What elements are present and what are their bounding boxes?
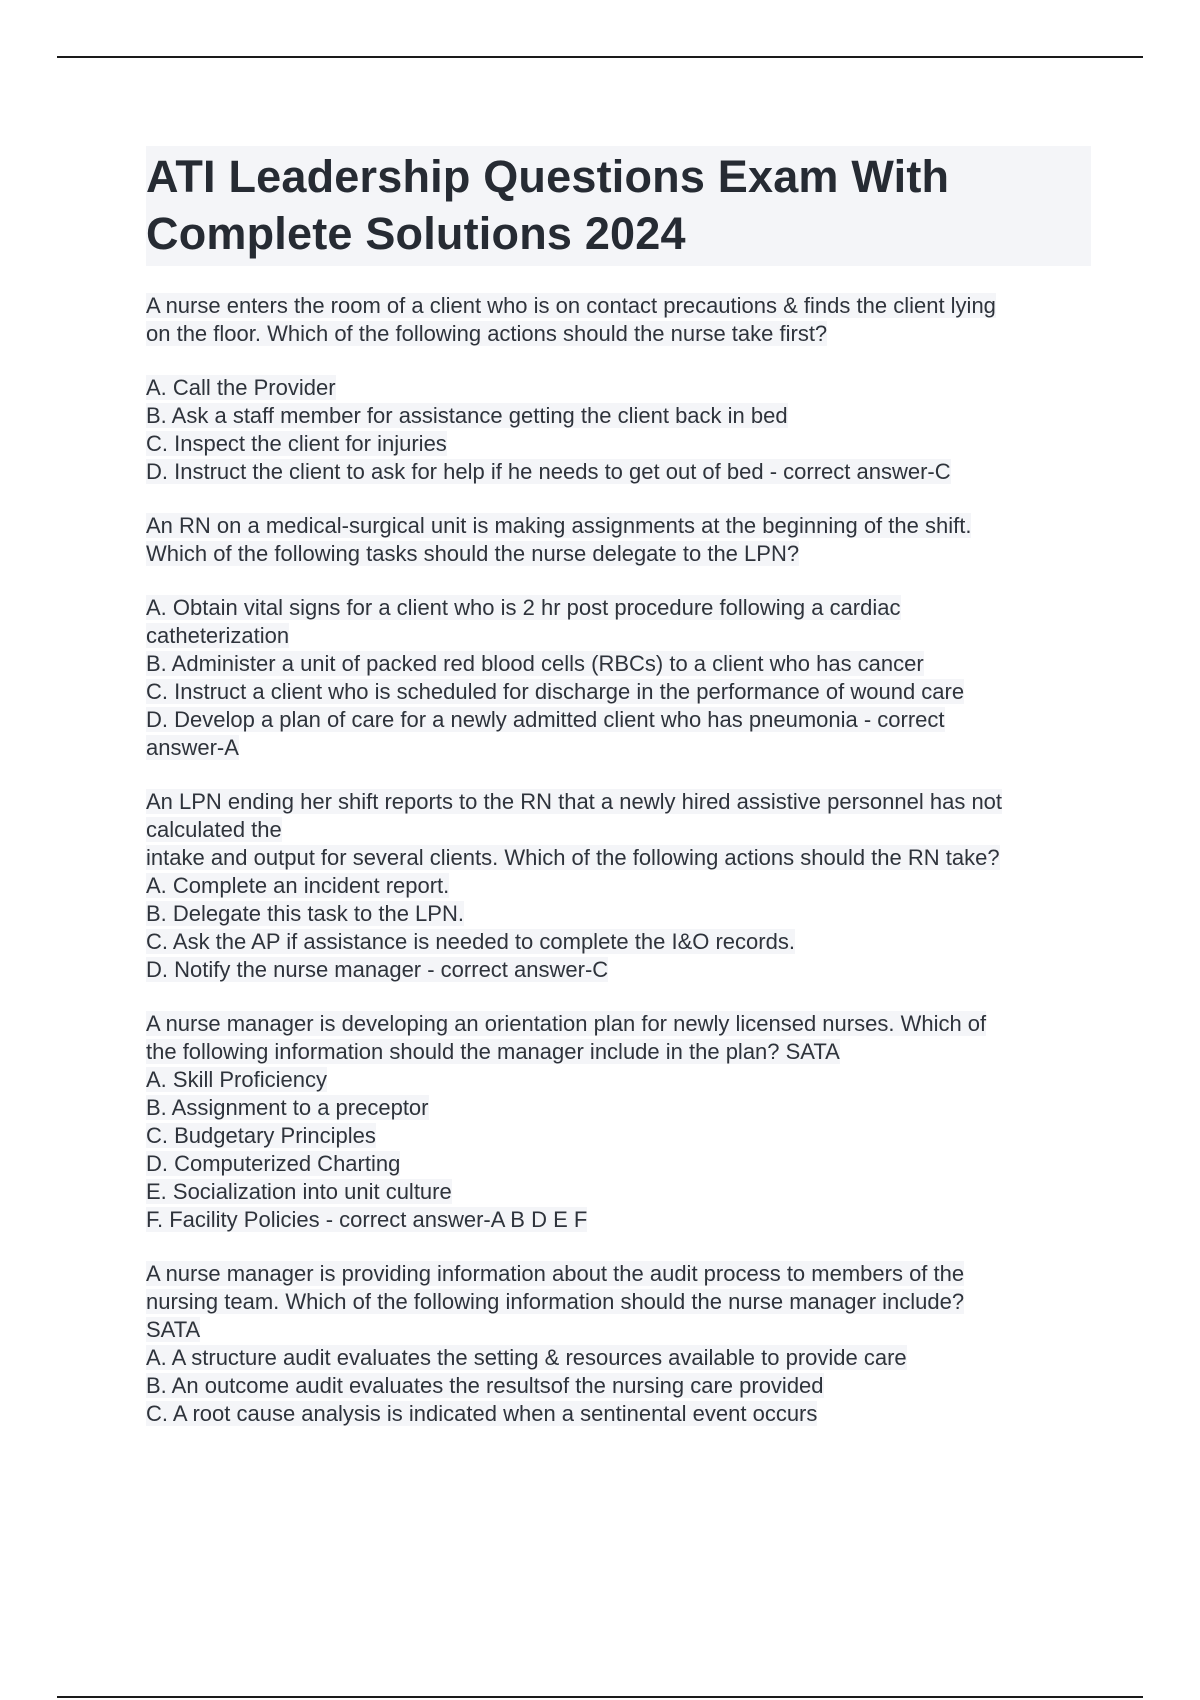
answer-option: D. Develop a plan of care for a newly admitted client who has pneumonia - correct — [146, 707, 945, 732]
answer-option: B. Ask a staff member for assistance getting the client back in bed — [146, 403, 788, 428]
answer-option: B. Assignment to a preceptor — [146, 1095, 429, 1120]
answer-option: A. A structure audit evaluates the setting & resources available to provide care — [146, 1345, 907, 1370]
answer-option: C. Inspect the client for injuries — [146, 431, 447, 456]
question-stem-line: An LPN ending her shift reports to the RN that a newly hired assistive personnel has not — [146, 789, 1003, 814]
question-2 — [146, 512, 1091, 762]
question-stem-line: A nurse enters the room of a client who is on contact precautions & finds the client lying — [146, 293, 996, 318]
question-stem-line: A nurse manager is developing an orientation plan for newly licensed nurses. Which of — [146, 1011, 987, 1036]
answer-option: C. A root cause analysis is indicated when a sentinental event occurs — [146, 1401, 818, 1426]
top-divider — [57, 56, 1143, 58]
title-line: Complete Solutions 2024 — [146, 208, 686, 259]
question-stem-line: Which of the following tasks should the nurse delegate to the LPN? — [146, 541, 800, 566]
question-4 — [146, 1010, 1091, 1234]
answer-option: C. Instruct a client who is scheduled for discharge in the performance of wound care — [146, 679, 965, 704]
answer-option: B. Delegate this task to the LPN. — [146, 901, 464, 926]
question-stem-line: SATA — [146, 1317, 201, 1342]
title-line: ATI Leadership Questions Exam With — [146, 151, 950, 202]
answer-option: A. Complete an incident report. — [146, 873, 450, 898]
question-stem-line: calculated the — [146, 817, 282, 842]
document-title — [146, 146, 1091, 266]
answer-option: B. Administer a unit of packed red blood cells (RBCs) to a client who has cancer — [146, 651, 924, 676]
question-stem-line: intake and output for several clients. Which of the following actions should the RN take? — [146, 845, 1000, 870]
answer-option: answer-A — [146, 735, 239, 760]
answer-option: catheterization — [146, 623, 290, 648]
answer-option: E. Socialization into unit culture — [146, 1179, 452, 1204]
answer-option: D. Notify the nurse manager - correct answer-C — [146, 957, 609, 982]
document-body — [146, 146, 1091, 1428]
answer-option: B. An outcome audit evaluates the resultsof the nursing care provided — [146, 1373, 824, 1398]
question-5 — [146, 1260, 1091, 1428]
question-3 — [146, 788, 1091, 984]
question-stem-line: An RN on a medical-surgical unit is making assignments at the beginning of the shift. — [146, 513, 972, 538]
answer-option: C. Budgetary Principles — [146, 1123, 376, 1148]
answer-option: F. Facility Policies - correct answer-A B D E F — [146, 1207, 588, 1232]
bottom-divider — [57, 1696, 1143, 1698]
answer-option: A. Call the Provider — [146, 375, 336, 400]
answer-option: A. Skill Proficiency — [146, 1067, 327, 1092]
question-stem-line: on the floor. Which of the following actions should the nurse take first? — [146, 321, 828, 346]
question-1 — [146, 292, 1091, 486]
question-stem-line: A nurse manager is providing information about the audit process to members of the — [146, 1261, 965, 1286]
question-stem-line: nursing team. Which of the following information should the nurse manager include? — [146, 1289, 965, 1314]
answer-option: A. Obtain vital signs for a client who is 2 hr post procedure following a cardiac — [146, 595, 901, 620]
answer-option: D. Instruct the client to ask for help if he needs to get out of bed - correct answer-C — [146, 459, 951, 484]
answer-option: C. Ask the AP if assistance is needed to complete the I&O records. — [146, 929, 795, 954]
question-stem-line: the following information should the manager include in the plan? SATA — [146, 1039, 840, 1064]
answer-option: D. Computerized Charting — [146, 1151, 401, 1176]
